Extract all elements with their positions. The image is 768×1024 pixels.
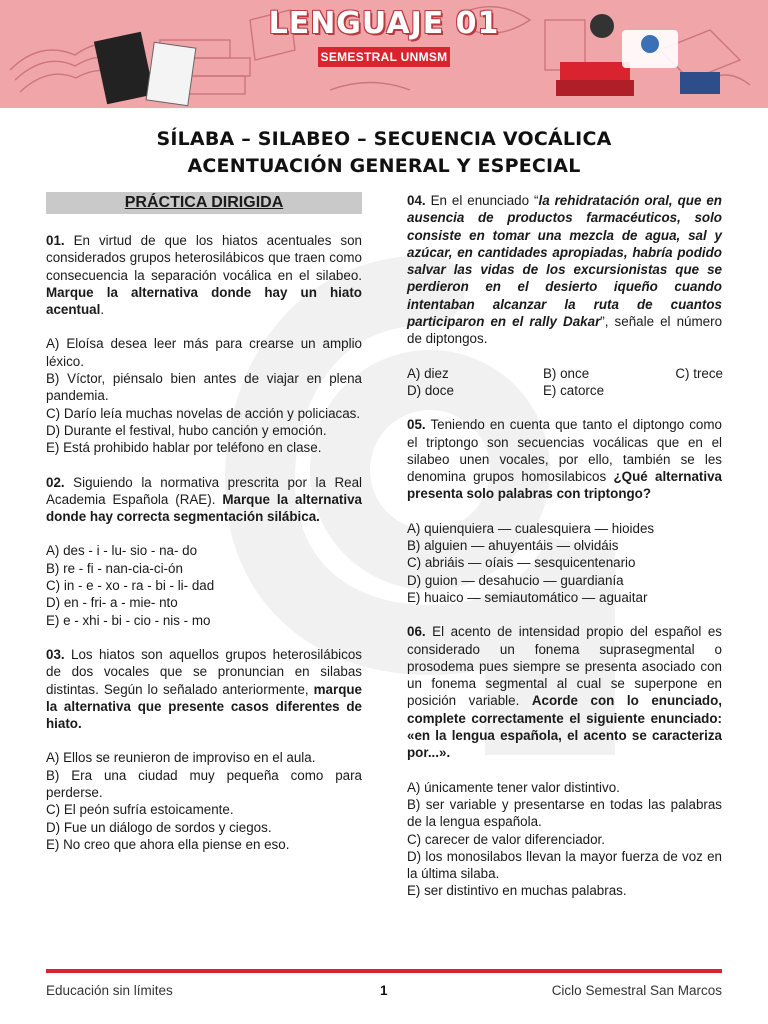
options-03 — [46, 749, 362, 853]
option-a[interactable]: A) Eloísa desea leer más para crearse un amplio léxico. — [46, 336, 362, 369]
option-d[interactable]: D) los monosilabos llevan la mayor fuerza de voz en la última silaba. — [407, 848, 722, 882]
option-e[interactable]: E) huaico — semiautomático — aguaitar — [407, 589, 648, 605]
option-b[interactable]: B) ser variable y presentarse en todas las palabras de la lengua española. — [407, 796, 722, 830]
options-02 — [46, 542, 362, 628]
footer-cycle: Ciclo Semestral San Marcos — [551, 983, 722, 998]
question-number: 03. — [46, 646, 65, 662]
options-06 — [407, 779, 722, 900]
option-d[interactable]: D) Fue un diálogo de sordos y ciegos. — [46, 819, 272, 835]
question-instruction: marque la alternativa que presente casos diferentes de hiato. — [46, 681, 362, 732]
question-04 — [407, 192, 722, 348]
question-02 — [46, 474, 362, 526]
option-e[interactable]: E) No creo que ahora ella piense en eso. — [46, 836, 290, 852]
question-06 — [407, 623, 722, 761]
question-text: Teniendo en cuenta que tanto el diptongo como el triptongo son secuencias vocálicas que en el silabeo unen vocales, por ello, también se les denomina grupos homosilabicos — [407, 417, 722, 485]
quoted-sentence: la rehidratación oral, que en ausencia de productos farmacéuticos, solo consiste en tomar una mezcla de agua, sal y azúcar, en cantidades apropiadas, habría podido salvar las vidas de los excursionistas que se perdieron en el desierto iqueño cuando intentaban alcanzar la ruta de cuantos participaron en el rally Dakar — [407, 193, 722, 330]
question-text: El acento de intensidad propio del español es considerado un fonema suprasegmental o prosodema pues siempre se presenta asociado con un fonema segmental al cual se superpone en posición variable. — [407, 624, 722, 709]
page-title — [0, 126, 768, 180]
question-number: 04. — [407, 193, 426, 208]
notebook-icon — [94, 32, 196, 106]
option-e[interactable]: E) catorce — [543, 382, 605, 398]
question-text: Los hiatos son aquellos grupos heterosilábicos de dos vocales que se pronuncian en silabas distintas. Según lo señalado anteriormente, — [46, 646, 362, 697]
option-b[interactable]: B) once — [543, 365, 590, 381]
options-05 — [407, 520, 722, 606]
option-b[interactable]: B) re - fi - nan-cia-ci-ón — [46, 560, 183, 576]
title-line-1: SÍLABA – SILABEO – SECUENCIA VOCÁLICA — [156, 128, 612, 150]
option-c[interactable]: C) trece — [675, 365, 723, 381]
question-text: En el enunciado “ — [425, 193, 539, 208]
question-instruction: Marque la alternativa donde hay correcta segmentación silábica. — [46, 491, 362, 525]
option-c[interactable]: C) El peón sufría estoicamente. — [46, 802, 234, 818]
option-c[interactable]: C) in - e - xo - ra - bi - li- dad — [46, 578, 215, 594]
option-d[interactable]: D) guion — desahucio — guardianía — [407, 572, 624, 588]
question-01: 01. En virtud de que los hiatos acentuales son considerados grupos heterosilábicos que traen como consecuencia la separación vocálica en el silabeo. Marque la alternativa donde hay un hiato acentual. — [46, 233, 362, 318]
option-b[interactable]: B) alguien — ahuyentáis — olvidáis — [407, 538, 619, 554]
option-a[interactable]: A) quienquiera — cualesquiera — hioides — [407, 520, 655, 536]
right-column — [407, 192, 722, 917]
question-text-end: ”, señale el número de diptongos. — [407, 314, 723, 347]
option-e[interactable]: E) e - xhi - bi - cio - nis - mo — [46, 612, 211, 628]
left-column — [46, 192, 362, 870]
question-number: 06. — [407, 624, 426, 640]
options-01 — [46, 335, 362, 456]
options-04 — [407, 365, 722, 400]
option-a[interactable]: A) diez — [407, 365, 449, 381]
course-badge: SEMESTRAL UNMSM — [318, 47, 450, 67]
option-d[interactable]: D) doce — [407, 382, 454, 398]
question-instruction: Acorde con lo enunciado, complete correctamente el siguiente enunciado: «en la lengua española, el acento se caracteriza por...». — [407, 693, 723, 761]
option-a[interactable]: A) des - i - lu- sio - na- do — [46, 543, 198, 559]
option-e[interactable]: E) Está prohibido hablar por teléfono en clase. — [46, 440, 322, 456]
section-heading: PRÁCTICA DIRIGIDA — [46, 192, 362, 214]
title-line-2: ACENTUACIÓN GENERAL Y ESPECIAL — [187, 155, 581, 177]
question-03 — [46, 646, 362, 732]
question-05 — [407, 416, 722, 502]
option-b[interactable]: B) Víctor, piénsalo bien antes de viajar en plena pandemia. — [46, 371, 362, 404]
footer-slogan: Educación sin límites — [46, 983, 173, 998]
option-b[interactable]: B) Era una ciudad muy pequeña como para perderse. — [46, 767, 362, 801]
question-instruction: Marque la alternativa donde hay un hiato acentual — [46, 284, 362, 318]
question-number: 02. — [46, 474, 65, 490]
question-instruction: ¿Qué alternativa presenta solo palabras con triptongo? — [407, 469, 722, 502]
page-number: 1 — [380, 983, 388, 998]
header-banner — [0, 0, 768, 108]
course-title: LENGUAJE 01 — [268, 6, 500, 41]
option-a[interactable]: A) Ellos se reunieron de improviso en el aula. — [46, 750, 316, 766]
option-c[interactable]: C) abriáis — oíais — sesquicentenario — [407, 555, 636, 571]
option-d[interactable]: D) Durante el festival, hubo canción y emoción. — [46, 422, 327, 438]
option-d[interactable]: D) en - fri- a - mie- nto — [46, 595, 178, 611]
option-c[interactable]: C) carecer de valor diferenciador. — [407, 831, 605, 847]
question-text: En virtud de que los hiatos acentuales son considerados grupos heterosilábicos que traen como consecuencia la separación vocálica en el silabeo. — [46, 233, 362, 283]
question-number: 01. — [46, 233, 65, 248]
footer-divider — [46, 969, 722, 973]
question-text: Siguiendo la normativa prescrita por la Real Academia Española (RAE). — [46, 474, 362, 507]
option-c[interactable]: C) Darío leía muchas novelas de acción y policiacas. — [46, 405, 361, 421]
option-a[interactable]: A) únicamente tener valor distintivo. — [407, 779, 620, 795]
option-e[interactable]: E) ser distintivo en muchas palabras. — [407, 883, 627, 899]
question-number: 05. — [407, 417, 426, 433]
